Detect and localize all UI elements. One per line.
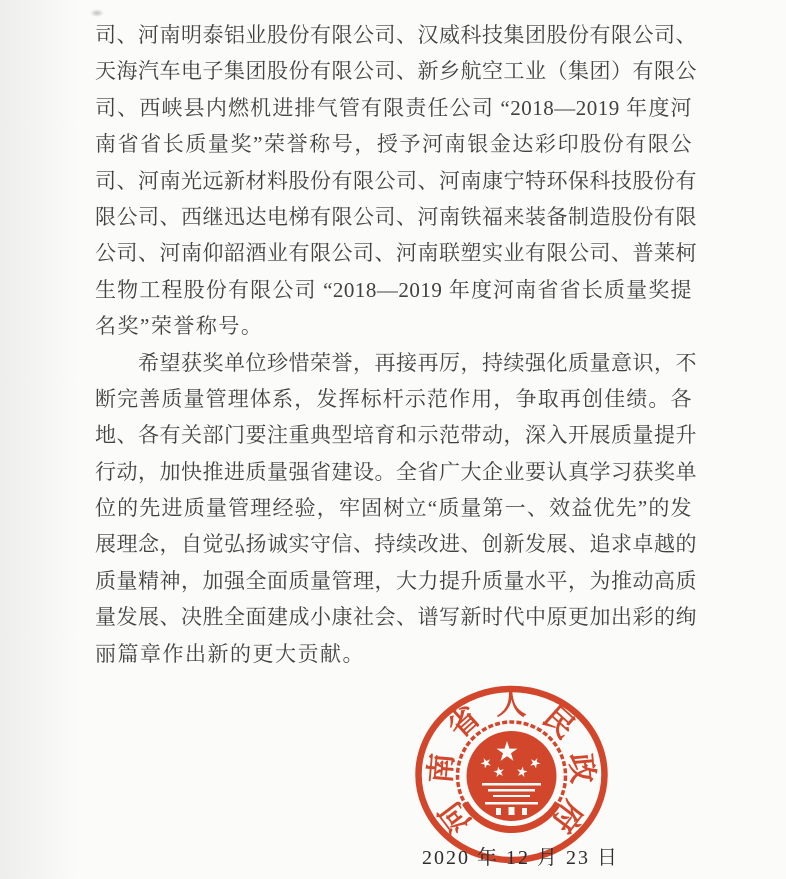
body-line: 天海汽车电子集团股份有限公司、新乡航空工业（集团）有限公 bbox=[95, 59, 697, 84]
body-line: 量发展、决胜全面建成小康社会、谱写新时代中原更加出彩的绚 bbox=[95, 605, 697, 630]
body-line: 生物工程股份有限公司 “2018—2019 年度河南省省长质量奖提 bbox=[95, 277, 692, 302]
body-line: 司、西峡县内燃机进排气管有限责任公司 “2018—2019 年度河 bbox=[95, 95, 692, 120]
svg-text:省: 省 bbox=[442, 700, 487, 745]
body-line: 展理念，自觉弘扬诚实守信、持续改进、创新发展、追求卓越的 bbox=[95, 532, 697, 557]
body-line: 名奖”荣誉称号。 bbox=[95, 314, 264, 339]
body-line: 断完善质量管理体系，发挥标杆示范作用，争取再创佳绩。各 bbox=[95, 386, 692, 411]
body-line: 南省省长质量奖”荣誉称号，授予河南银金达彩印股份有限公 bbox=[95, 132, 692, 157]
body-line: 行动，加快推进质量强省建设。全省广大企业要认真学习获奖单 bbox=[95, 459, 697, 484]
svg-text:河: 河 bbox=[433, 794, 478, 839]
body-line: 司、河南光远新材料股份有限公司、河南康宁特环保科技股份有 bbox=[95, 168, 697, 193]
document-body bbox=[95, 17, 697, 672]
body-line: 限公司、西继迅达电梯有限公司、河南铁福来装备制造股份有限 bbox=[95, 204, 697, 229]
svg-text:府: 府 bbox=[545, 794, 590, 839]
body-line: 司、河南明泰铝业股份有限公司、汉威科技集团股份有限公司、 bbox=[95, 23, 697, 47]
body-line: 丽篇章作出新的更大贡献。 bbox=[95, 641, 365, 666]
scan-smudge bbox=[90, 9, 104, 17]
svg-text:人: 人 bbox=[496, 688, 527, 721]
svg-text:南: 南 bbox=[424, 752, 460, 785]
body-line: 希望获奖单位珍惜荣誉，再接再厉，持续强化质量意识，不 bbox=[95, 350, 697, 375]
seal-ink-group bbox=[419, 688, 605, 860]
body-line: 地、各有关部门要注重典型培育和示范带动，深入开展质量提升 bbox=[95, 423, 697, 448]
date-stamp: 2020 年 12 月 23 日 bbox=[422, 847, 619, 869]
body-line: 位的先进质量管理经验，牢固树立“质量第一、效益优先”的发 bbox=[95, 496, 692, 521]
body-line: 公司、河南仰韶酒业有限公司、河南联塑实业有限公司、普莱柯 bbox=[95, 241, 697, 266]
body-line: 质量精神，加强全面质量管理，大力提升质量水平，为推动高质 bbox=[95, 568, 697, 593]
svg-text:政: 政 bbox=[563, 752, 599, 785]
svg-text:民: 民 bbox=[536, 700, 581, 745]
